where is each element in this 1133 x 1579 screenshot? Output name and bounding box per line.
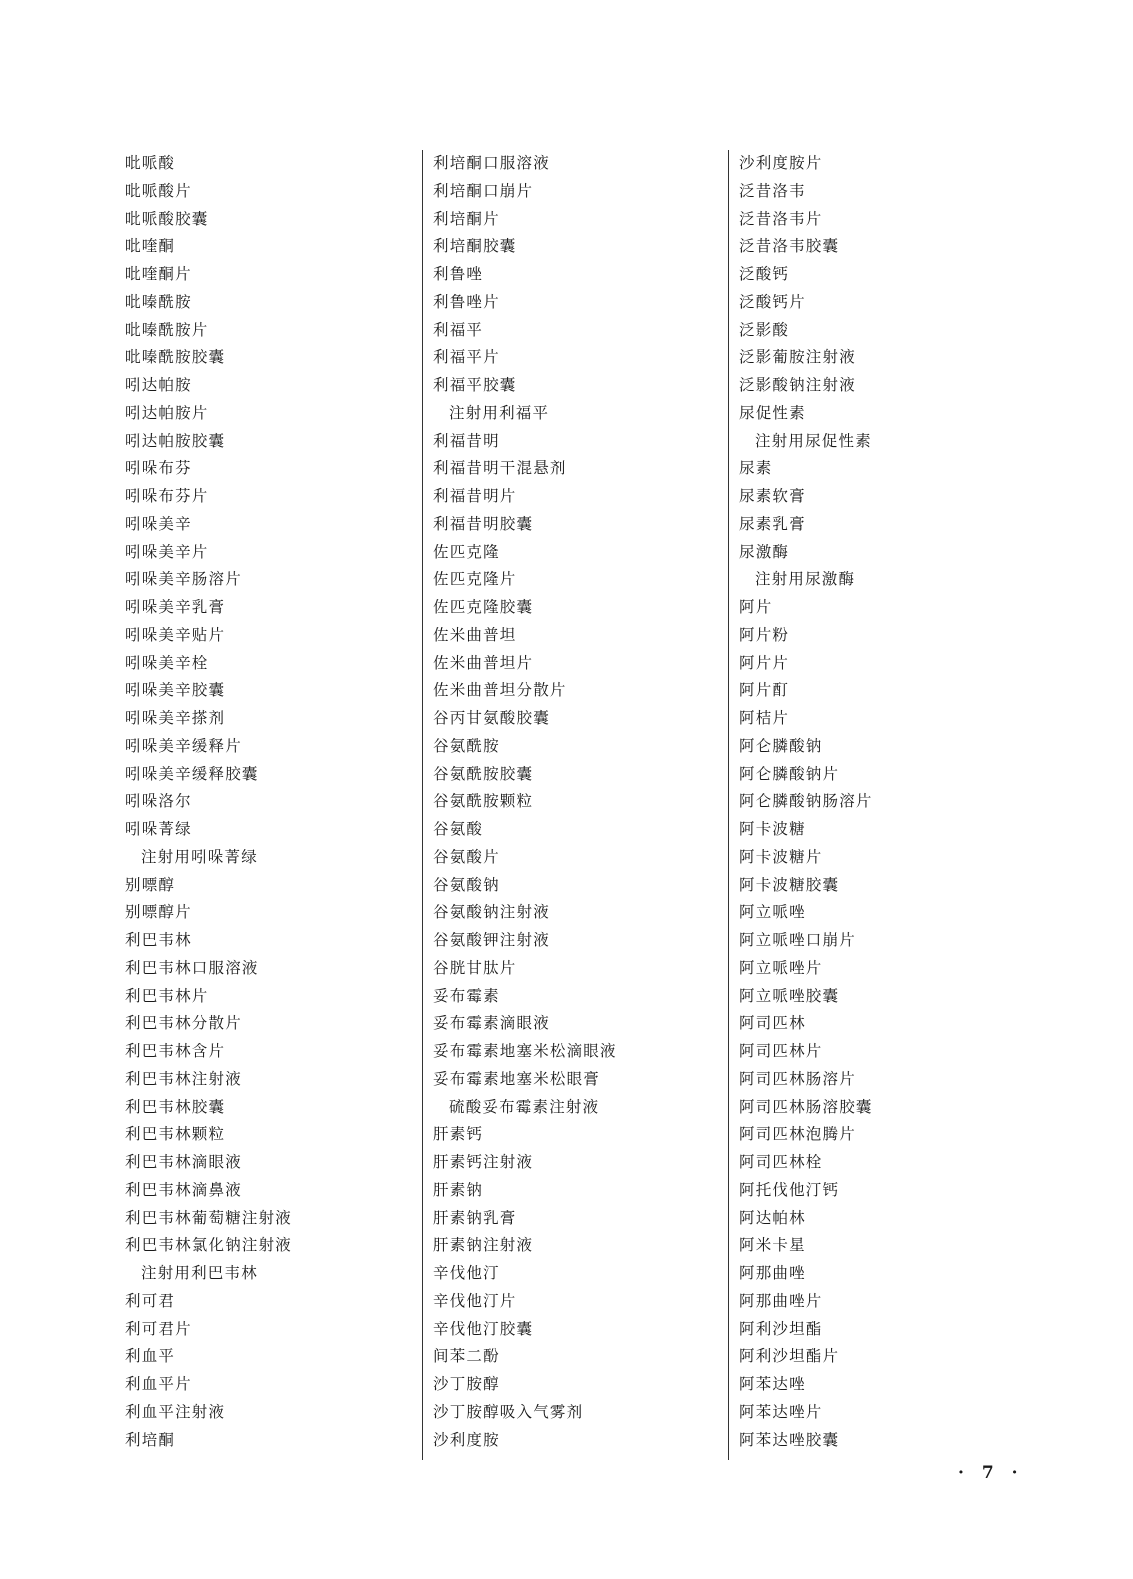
- index-column-1: [125, 150, 420, 1454]
- index-entry: 利福昔明片: [433, 487, 517, 505]
- index-entry: 利巴韦林颗粒: [125, 1125, 226, 1144]
- index-entry: 利培酮片: [433, 209, 500, 228]
- index-entry: 佐匹克隆片: [433, 570, 517, 589]
- index-entry: 泛酸钙片: [739, 292, 806, 311]
- index-entry: 谷氨酸: [433, 820, 484, 838]
- index-entry: 吲达帕胺: [125, 376, 192, 394]
- index-entry: 佐米曲普坦分散片: [433, 681, 567, 700]
- index-entry: 尿促性素: [739, 403, 806, 422]
- index-entry: 吲哚美辛片: [125, 542, 209, 561]
- index-entry: 佐米曲普坦片: [433, 653, 534, 672]
- index-entry: 别嘌醇: [125, 875, 176, 894]
- index-entry: 阿卡波糖胶囊: [739, 875, 840, 894]
- index-entry: 利巴韦林葡萄糖注射液: [125, 1208, 293, 1227]
- index-entry: 肝素钠注射液: [433, 1236, 534, 1255]
- index-entry: 谷丙甘氨酸胶囊: [433, 709, 550, 727]
- index-entry: 阿司匹林片: [739, 1042, 823, 1060]
- index-subentry: 注射用利福平: [449, 403, 550, 422]
- index-entry: 谷氨酸片: [433, 847, 500, 866]
- index-entry: 吲哚洛尔: [125, 792, 192, 811]
- index-entry: 吡嗪酰胺片: [125, 320, 209, 339]
- index-entry: 阿立哌唑: [739, 903, 806, 922]
- index-entry: 谷氨酸钠注射液: [433, 903, 550, 922]
- index-entry: 吲哚美辛: [125, 514, 192, 533]
- index-entry: 泛昔洛韦片: [739, 209, 823, 228]
- index-entry: 利鲁唑片: [433, 292, 500, 311]
- index-entry: 利巴韦林注射液: [125, 1069, 242, 1088]
- index-entry: 利培酮口服溶液: [433, 154, 550, 172]
- index-entry: 阿立哌唑口崩片: [739, 931, 856, 949]
- index-entry: 阿立哌唑片: [739, 958, 823, 977]
- index-entry: 利培酮胶囊: [433, 237, 517, 256]
- index-entry: 阿苯达唑: [739, 1375, 806, 1393]
- index-entry: 吡嗪酰胺胶囊: [125, 348, 226, 367]
- index-entry: 吡喹酮片: [125, 265, 192, 283]
- index-entry: 吲哚菁绿: [125, 820, 192, 838]
- index-entry: 沙丁胺醇: [433, 1375, 500, 1393]
- index-entry: 阿那曲唑: [739, 1264, 806, 1282]
- index-entry: 吲哚布芬: [125, 459, 192, 478]
- index-subentry: 硫酸妥布霉素注射液: [449, 1097, 600, 1116]
- index-entry: 佐匹克隆: [433, 542, 500, 561]
- index-entry: 利福昔明干混悬剂: [433, 459, 567, 478]
- index-entry: 泛昔洛韦: [739, 181, 806, 200]
- index-entry: 吲哚美辛缓释胶囊: [125, 764, 259, 783]
- index-entry: 利巴韦林口服溶液: [125, 958, 259, 977]
- index-entry: 佐米曲普坦: [433, 625, 517, 644]
- index-entry: 尿素: [739, 459, 773, 478]
- index-entry: 利巴韦林片: [125, 986, 209, 1005]
- index-entry: 阿卡波糖片: [739, 847, 823, 866]
- index-entry: 尿素软膏: [739, 487, 806, 505]
- index-entry: 阿片粉: [739, 625, 790, 644]
- index-entry: 别嘌醇片: [125, 903, 192, 922]
- index-entry: 阿片片: [739, 653, 790, 672]
- index-entry: 谷氨酸钠: [433, 875, 500, 894]
- index-entry: 阿米卡星: [739, 1236, 806, 1255]
- index-entry: 肝素钠乳膏: [433, 1208, 517, 1227]
- index-entry: 吡哌酸片: [125, 181, 192, 200]
- index-entry: 吲哚美辛贴片: [125, 625, 226, 644]
- index-entry: 利福平: [433, 320, 484, 339]
- index-entry: 阿立哌唑胶囊: [739, 986, 840, 1005]
- index-entry: 吲哚美辛肠溶片: [125, 570, 242, 589]
- index-entry: 吡哌酸: [125, 154, 176, 172]
- index-entry: 吲达帕胺片: [125, 403, 209, 422]
- index-entry: 辛伐他汀: [433, 1264, 500, 1282]
- index-entry: 阿达帕林: [739, 1208, 806, 1227]
- index-entry: 阿桔片: [739, 709, 790, 727]
- index-entry: 利血平注射液: [125, 1402, 226, 1421]
- index-entry: 利福平片: [433, 348, 500, 367]
- index-column-3: [728, 150, 1023, 1460]
- index-entry: 吲哚美辛胶囊: [125, 681, 226, 700]
- index-entry: 阿司匹林: [739, 1014, 806, 1033]
- index-entry: 阿仑膦酸钠: [739, 736, 823, 755]
- index-entry: 谷氨酰胺颗粒: [433, 792, 534, 811]
- index-entry: 阿那曲唑片: [739, 1291, 823, 1310]
- index-entry: 利培酮: [125, 1430, 176, 1449]
- index-entry: 吲达帕胺胶囊: [125, 431, 226, 450]
- index-entry: 阿苯达唑片: [739, 1402, 823, 1421]
- index-entry: 妥布霉素地塞米松眼膏: [433, 1069, 601, 1088]
- index-entry: 阿苯达唑胶囊: [739, 1430, 840, 1449]
- index-entry: 泛影酸钠注射液: [739, 376, 856, 394]
- index-entry: 沙利度胺: [433, 1430, 500, 1449]
- index-entry: 利血平: [125, 1347, 176, 1366]
- index-entry: 佐匹克隆胶囊: [433, 598, 534, 616]
- index-entry: 阿片: [739, 598, 773, 616]
- index-entry: 利可君片: [125, 1319, 192, 1338]
- index-entry: 间苯二酚: [433, 1347, 500, 1366]
- index-entry: 吲哚布芬片: [125, 487, 209, 505]
- index-entry: 吡喹酮: [125, 237, 176, 256]
- index-entry: 阿司匹林肠溶胶囊: [739, 1097, 873, 1116]
- index-entry: 吲哚美辛搽剂: [125, 709, 226, 727]
- index-subentry: 注射用尿促性素: [755, 431, 872, 450]
- index-entry: 阿司匹林肠溶片: [739, 1069, 856, 1088]
- index-entry: 肝素钙注射液: [433, 1153, 534, 1171]
- index-column-2: [422, 150, 717, 1460]
- index-subentry: 注射用利巴韦林: [141, 1264, 258, 1282]
- index-entry: 吡哌酸胶囊: [125, 209, 209, 228]
- index-entry: 阿仑膦酸钠肠溶片: [739, 792, 873, 811]
- index-subentry: 注射用吲哚菁绿: [141, 847, 258, 866]
- index-entry: 谷胱甘肽片: [433, 958, 517, 977]
- index-entry: 利鲁唑: [433, 265, 484, 283]
- index-entry: 沙丁胺醇吸入气雾剂: [433, 1402, 584, 1421]
- index-entry: 泛影葡胺注射液: [739, 348, 856, 367]
- index-entry: 阿仑膦酸钠片: [739, 764, 840, 783]
- index-entry: 利巴韦林滴眼液: [125, 1153, 242, 1171]
- index-entry: 阿司匹林泡腾片: [739, 1125, 856, 1144]
- index-entry: 利培酮口崩片: [433, 181, 534, 200]
- index-entry: 利可君: [125, 1291, 176, 1310]
- index-entry: 吲哚美辛缓释片: [125, 736, 242, 755]
- index-entry: 谷氨酸钾注射液: [433, 931, 550, 949]
- index-entry: 吲哚美辛乳膏: [125, 598, 226, 616]
- index-entry: 利巴韦林胶囊: [125, 1097, 226, 1116]
- index-entry: 泛酸钙: [739, 265, 790, 283]
- index-entry: 肝素钠: [433, 1180, 484, 1199]
- index-entry: 利巴韦林: [125, 931, 192, 949]
- index-entry: 吡嗪酰胺: [125, 292, 192, 311]
- index-entry: 利福昔明: [433, 431, 500, 450]
- index-entry: 辛伐他汀胶囊: [433, 1319, 534, 1338]
- page-number: · 7 ·: [958, 1463, 1024, 1483]
- index-entry: 阿卡波糖: [739, 820, 806, 838]
- index-entry: 辛伐他汀片: [433, 1291, 517, 1310]
- index-entry: 阿司匹林栓: [739, 1153, 823, 1171]
- index-entry: 泛影酸: [739, 320, 790, 339]
- index-entry: 阿利沙坦酯: [739, 1319, 823, 1338]
- index-entry: 阿利沙坦酯片: [739, 1347, 840, 1366]
- index-entry: 利巴韦林分散片: [125, 1014, 242, 1033]
- index-entry: 尿素乳膏: [739, 514, 806, 533]
- index-entry: 谷氨酰胺: [433, 736, 500, 755]
- index-entry: 沙利度胺片: [739, 154, 823, 172]
- index-subentry: 注射用尿激酶: [755, 570, 856, 589]
- index-entry: 阿托伐他汀钙: [739, 1180, 840, 1199]
- index-entry: 妥布霉素: [433, 986, 500, 1005]
- index-entry: 谷氨酰胺胶囊: [433, 764, 534, 783]
- index-entry: 泛昔洛韦胶囊: [739, 237, 840, 256]
- index-entry: 尿激酶: [739, 542, 790, 561]
- index-entry: 吲哚美辛栓: [125, 653, 209, 672]
- index-entry: 利巴韦林含片: [125, 1042, 226, 1060]
- index-entry: 利巴韦林氯化钠注射液: [125, 1236, 293, 1255]
- index-entry: 阿片酊: [739, 681, 790, 700]
- index-entry: 妥布霉素滴眼液: [433, 1014, 550, 1033]
- index-entry: 妥布霉素地塞米松滴眼液: [433, 1042, 617, 1060]
- index-entry: 利巴韦林滴鼻液: [125, 1180, 242, 1199]
- index-entry: 肝素钙: [433, 1125, 484, 1144]
- index-entry: 利福昔明胶囊: [433, 514, 534, 533]
- index-entry: 利血平片: [125, 1375, 192, 1393]
- index-entry: 利福平胶囊: [433, 376, 517, 394]
